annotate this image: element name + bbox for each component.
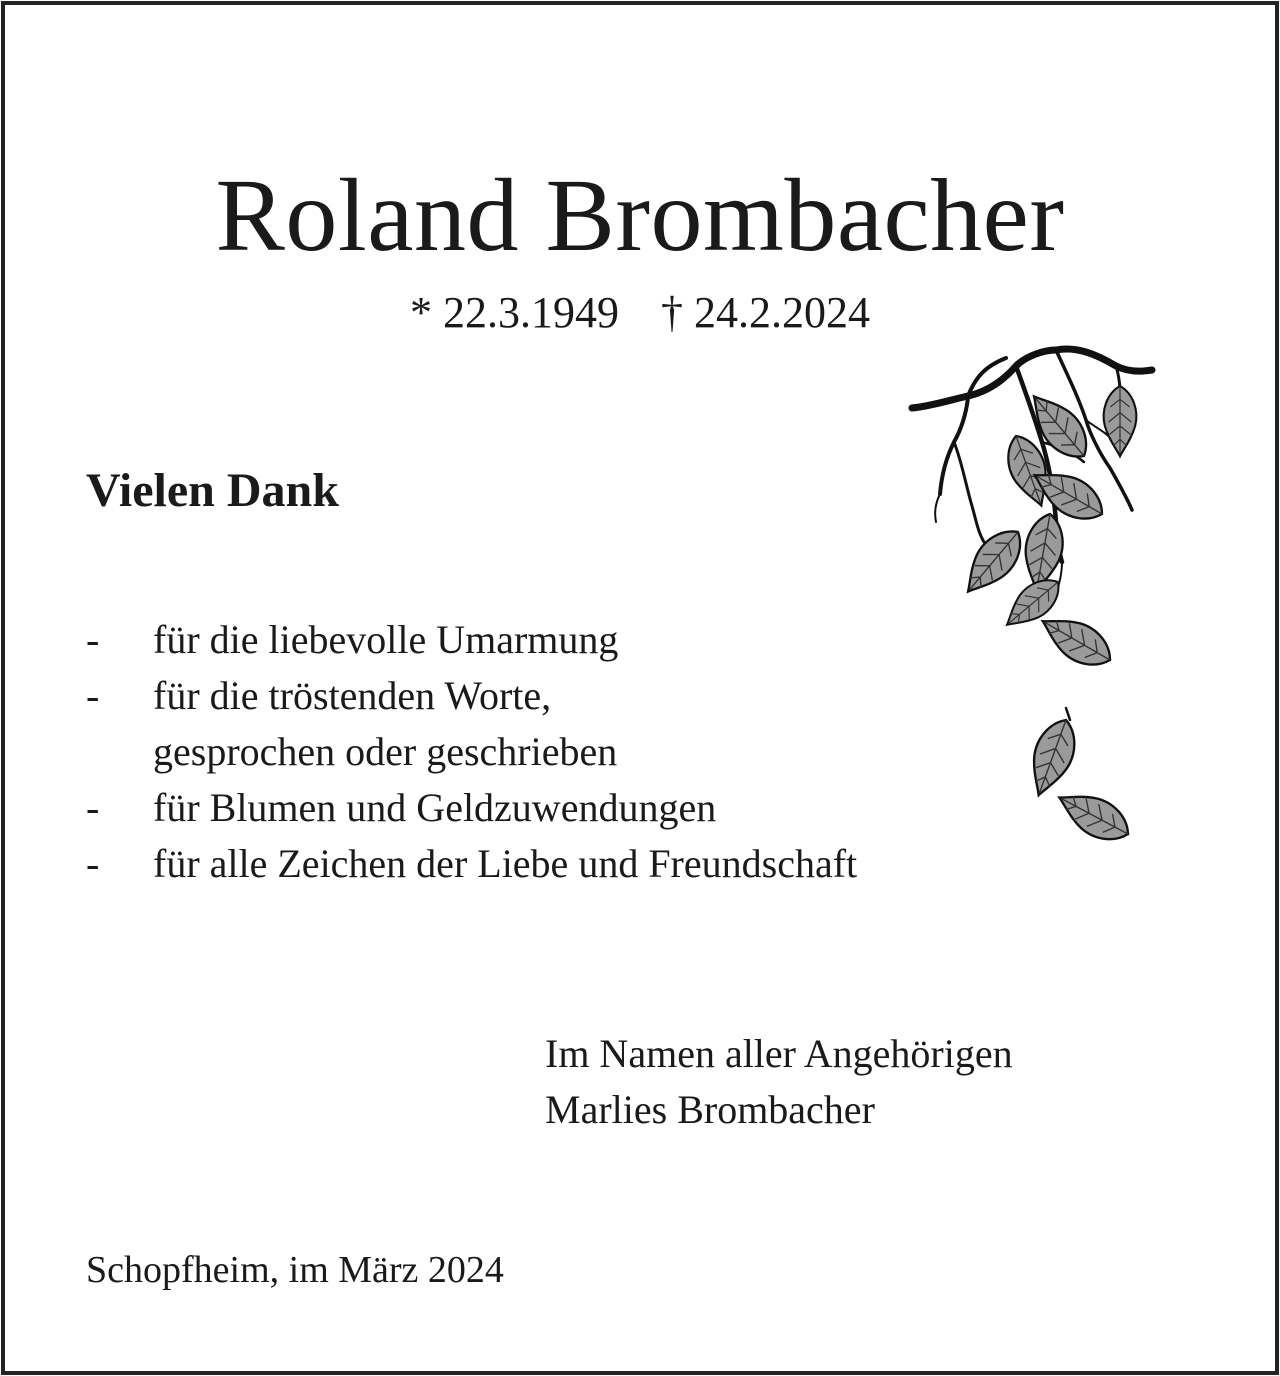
- life-dates: [0, 286, 1280, 340]
- place-and-date: Schopfheim, im März 2024: [86, 1249, 504, 1291]
- list-bullet: -: [86, 841, 100, 886]
- signature-name: Marlies Brombacher: [545, 1087, 875, 1132]
- list-item-text: für die tröstenden Worte,: [153, 673, 552, 718]
- death-date: † 24.2.2024: [661, 288, 870, 337]
- list-item-text-continued: gesprochen oder geschrieben: [153, 729, 618, 774]
- list-item-text: für Blumen und Geldzuwendungen: [153, 785, 717, 830]
- list-item-text: für die liebevolle Umarmung: [153, 617, 619, 662]
- list-item-text: für alle Zeichen der Liebe und Freundschaft: [153, 841, 858, 886]
- list-bullet: -: [86, 617, 100, 662]
- birch-branch-with-falling-leaves-icon: [906, 336, 1206, 886]
- list-bullet: -: [86, 785, 100, 830]
- deceased-name: Roland Brombacher: [215, 158, 1065, 273]
- signature-block: [545, 1026, 1013, 1138]
- thanks-heading: Vielen Dank: [86, 464, 339, 517]
- signature-line-family: Im Namen aller Angehörigen: [545, 1031, 1013, 1076]
- list-bullet: -: [86, 673, 100, 718]
- birth-date: * 22.3.1949: [410, 288, 619, 337]
